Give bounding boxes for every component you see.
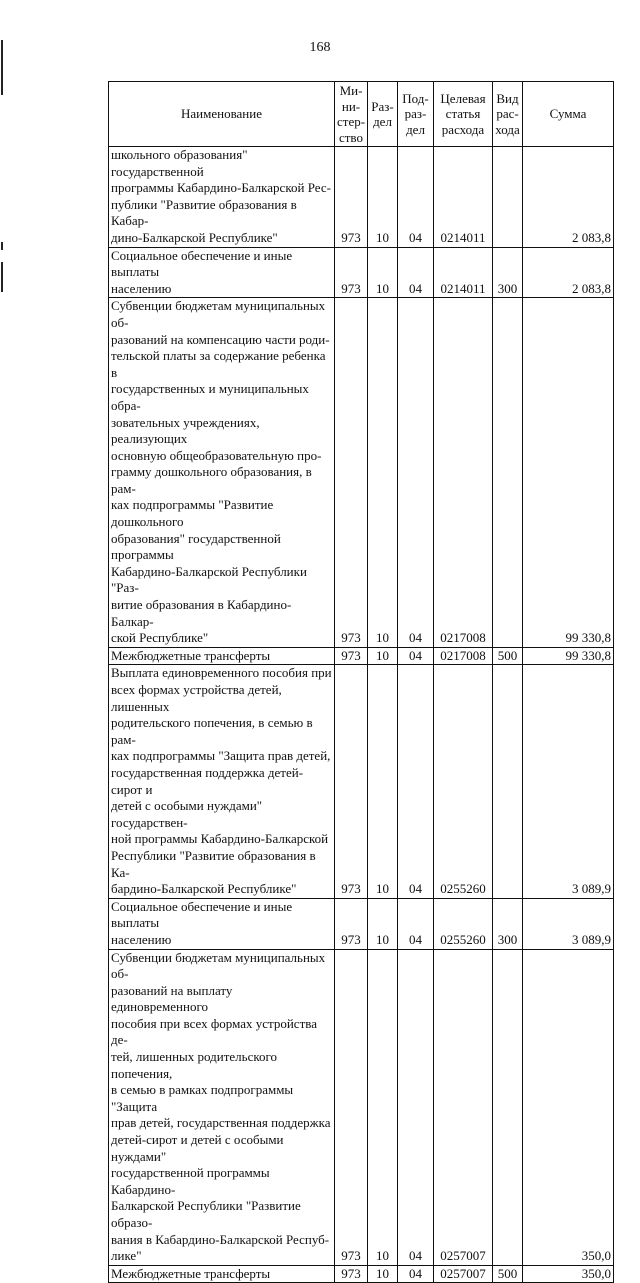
row-section: 10 (368, 147, 398, 248)
row-amount: 99 330,8 (523, 647, 614, 665)
row-subsection: 04 (398, 247, 434, 298)
table-row (109, 147, 614, 248)
row-subsection: 04 (398, 647, 434, 665)
row-target: 0217008 (434, 647, 493, 665)
row-subsection: 04 (398, 147, 434, 248)
row-ministry: 973 (335, 298, 368, 647)
table-row (109, 647, 614, 665)
row-amount: 350,0 (523, 1265, 614, 1283)
scan-edge-mark (1, 242, 3, 250)
budget-table (108, 81, 614, 1283)
row-section: 10 (368, 647, 398, 665)
row-expense-type: 300 (493, 247, 523, 298)
row-name: Социальное обеспечение и иные выплаты населению (109, 898, 335, 949)
row-section: 10 (368, 665, 398, 898)
row-expense-type: 500 (493, 647, 523, 665)
row-amount: 99 330,8 (523, 298, 614, 647)
row-ministry: 973 (335, 647, 368, 665)
row-name: Выплата единовременного пособия при всех формах устройства детей, лишенных родительского попечения, в семью в рам- ках подпрограммы "Защита прав детей, государственная поддержка детей-сирот и детей с особыми нуждами" государствен- ной программы Кабардино-Балкарской Республики "Развитие образования в Ка- бардино-Балкарской Республике" (109, 665, 335, 898)
row-expense-type (493, 665, 523, 898)
row-name: Межбюджетные трансферты (109, 1265, 335, 1283)
row-ministry: 973 (335, 665, 368, 898)
row-name: Межбюджетные трансферты (109, 647, 335, 665)
row-expense-type (493, 949, 523, 1265)
row-ministry: 973 (335, 898, 368, 949)
row-expense-type: 500 (493, 1265, 523, 1283)
row-ministry: 973 (335, 1265, 368, 1283)
row-target: 0257007 (434, 949, 493, 1265)
row-section: 10 (368, 1265, 398, 1283)
page-number: 168 (309, 40, 331, 55)
row-name: Субвенции бюджетам муниципальных об- разований на выплату единовременного пособия при всех формах устройства де- тей, лишенных родительского попечения, в семью в рамках подпрограммы "Защита прав детей, государственная поддержка детей-сирот и детей с особыми нуждами" государственной программы Кабардино- Балкарской Республики "Развитие образо- вания в Кабардино-Балкарской Респуб- лике" (109, 949, 335, 1265)
table-row (109, 949, 614, 1265)
header-amount: Сумма (523, 82, 614, 147)
header-expense-type: Вид рас- хода (493, 82, 523, 147)
row-target: 0214011 (434, 247, 493, 298)
row-expense-type (493, 298, 523, 647)
row-amount: 3 089,9 (523, 665, 614, 898)
table-header-row (109, 82, 614, 147)
row-ministry: 973 (335, 949, 368, 1265)
row-name: Субвенции бюджетам муниципальных об- разований на компенсацию части роди- тельской платы за содержание ребенка в государственных и муниципальных обра- зовательных учреждениях, реализующих основную общеобразовательную про- грамму дошкольного образования, в рам- ках подпрограммы "Развитие дошкольного образования" государственной программы Кабардино-Балкарской Республики "Раз- витие образования в Кабардино-Балкар- ской Республике" (109, 298, 335, 647)
row-section: 10 (368, 247, 398, 298)
row-target: 0217008 (434, 298, 493, 647)
row-name: школьного образования" государственной программы Кабардино-Балкарской Рес- публики "Развитие образования в Кабар- дино-Балкарской Республике" (109, 147, 335, 248)
header-ministry: Ми- ни- стер- ство (335, 82, 368, 147)
row-expense-type (493, 147, 523, 248)
row-amount: 2 083,8 (523, 247, 614, 298)
header-target: Целевая статья расхода (434, 82, 493, 147)
table-row (109, 898, 614, 949)
scan-edge-mark (1, 262, 3, 292)
header-subsection: Под- раз- дел (398, 82, 434, 147)
row-section: 10 (368, 298, 398, 647)
row-subsection: 04 (398, 1265, 434, 1283)
header-name: Наименование (109, 82, 335, 147)
row-name: Социальное обеспечение и иные выплаты населению (109, 247, 335, 298)
row-section: 10 (368, 949, 398, 1265)
row-subsection: 04 (398, 298, 434, 647)
row-target: 0255260 (434, 665, 493, 898)
row-subsection: 04 (398, 898, 434, 949)
row-subsection: 04 (398, 665, 434, 898)
row-amount: 2 083,8 (523, 147, 614, 248)
row-subsection: 04 (398, 949, 434, 1265)
row-amount: 350,0 (523, 949, 614, 1265)
row-expense-type: 300 (493, 898, 523, 949)
row-amount: 3 089,9 (523, 898, 614, 949)
table-row (109, 298, 614, 647)
row-target: 0214011 (434, 147, 493, 248)
header-section: Раз- дел (368, 82, 398, 147)
table-row (109, 247, 614, 298)
row-ministry: 973 (335, 247, 368, 298)
row-target: 0257007 (434, 1265, 493, 1283)
row-target: 0255260 (434, 898, 493, 949)
row-ministry: 973 (335, 147, 368, 248)
table-row (109, 1265, 614, 1283)
table-row (109, 665, 614, 898)
row-section: 10 (368, 898, 398, 949)
